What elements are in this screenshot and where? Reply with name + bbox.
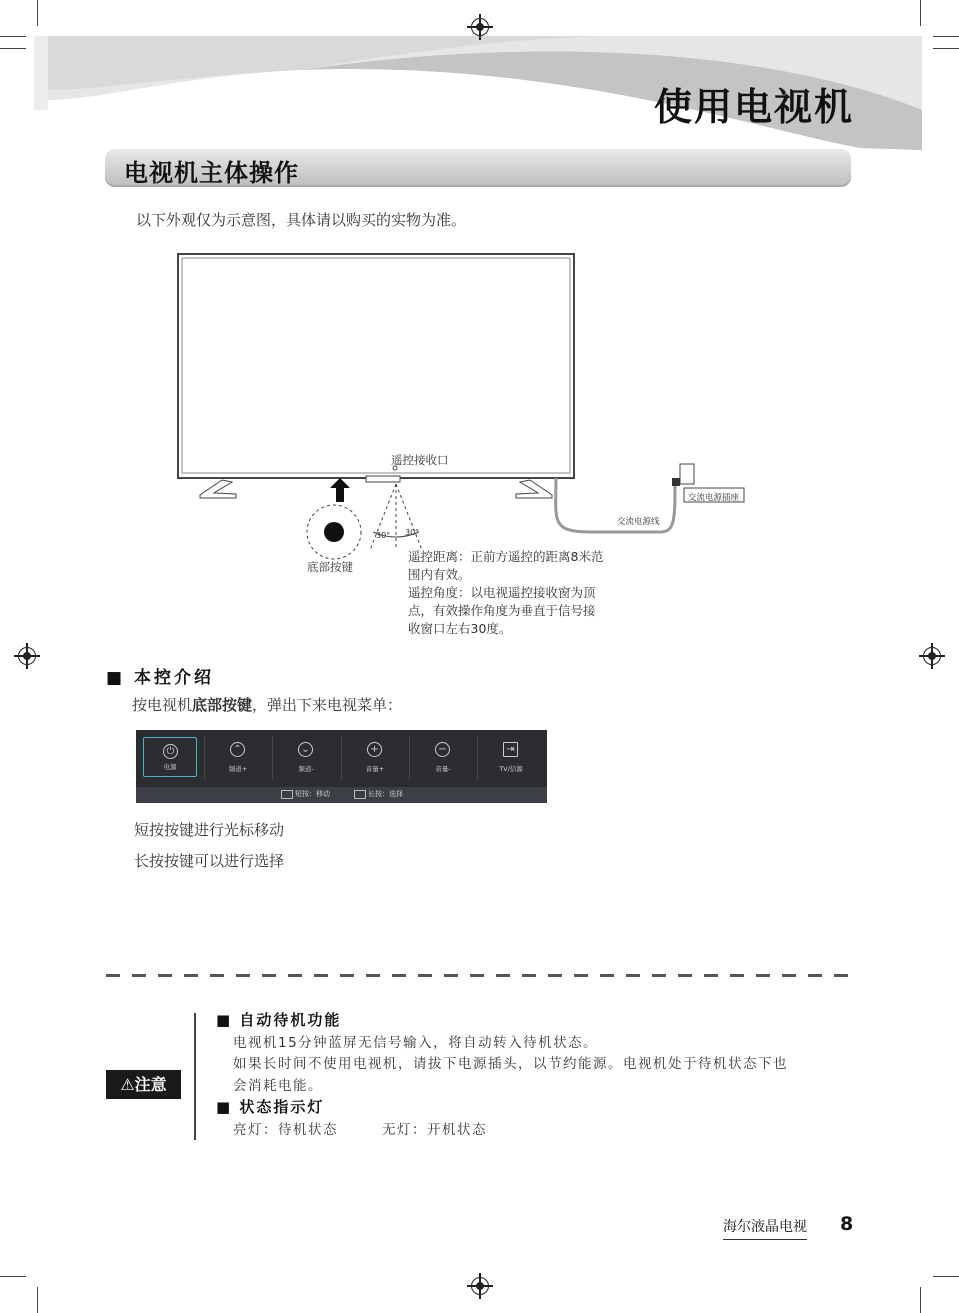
minus-icon: − bbox=[435, 742, 450, 757]
crop-mark bbox=[0, 48, 26, 49]
menu-item-label: 电源 bbox=[163, 763, 177, 771]
controls-heading: ■ 本控介绍 bbox=[106, 668, 214, 688]
source-input-icon: ⇥ bbox=[503, 742, 518, 757]
indicator-on-text: 亮灯：待机状态 bbox=[233, 1122, 338, 1138]
menu-item-channel-down[interactable] bbox=[274, 736, 338, 780]
caution-badge: ⚠注意 bbox=[106, 1070, 181, 1099]
standby-heading: ■ 自动待机功能 bbox=[216, 1011, 342, 1029]
menu-item-volume-up[interactable] bbox=[343, 736, 407, 780]
menu-item-volume-down[interactable] bbox=[411, 736, 475, 780]
remote-note-line: 点，有效操作角度为垂直于信号接 bbox=[408, 603, 596, 618]
controls-desc-prefix: 按电视机 bbox=[132, 696, 193, 714]
plus-icon: + bbox=[367, 742, 382, 757]
menu-item-power[interactable] bbox=[143, 737, 197, 777]
menu-footer bbox=[136, 787, 547, 803]
controls-desc-bold: 底部按键 bbox=[192, 696, 253, 714]
standby-text: 会消耗电能。 bbox=[233, 1078, 323, 1094]
menu-item-label: 音量+ bbox=[365, 765, 385, 773]
menu-item-channel-up[interactable] bbox=[206, 736, 270, 780]
intro-text: 以下外观仅为示意图，具体请以购买的实物为准。 bbox=[136, 211, 467, 229]
hint-short-press: 短按按键进行光标移动 bbox=[134, 821, 285, 839]
menu-item-label: 频道- bbox=[298, 765, 314, 773]
menu-item-tv-source[interactable] bbox=[479, 736, 543, 780]
hint-long-press: 长按按键可以进行选择 bbox=[134, 852, 285, 870]
short-press-icon bbox=[281, 790, 293, 799]
footer-brand: 海尔液晶电视 bbox=[723, 1216, 807, 1240]
crop-mark bbox=[933, 36, 959, 37]
power-icon: ⏻ bbox=[163, 744, 178, 759]
chevron-down-icon: ⌄ bbox=[298, 742, 313, 757]
menu-item-label: 频道+ bbox=[228, 765, 248, 773]
menu-item-label: TV/信源 bbox=[499, 765, 523, 773]
crop-mark bbox=[37, 1287, 38, 1313]
angle-right-label: 30° bbox=[405, 528, 420, 537]
standby-text: 电视机15分钟蓝屏无信号输入，将自动转入待机状态。 bbox=[233, 1035, 599, 1051]
outlet-label: 交流电源插座 bbox=[688, 493, 740, 503]
tv-control-menu bbox=[136, 730, 547, 803]
remote-note-line: 遥控角度：以电视遥控接收窗为顶 bbox=[408, 585, 596, 600]
power-cord-label: 交流电源线 bbox=[617, 517, 660, 527]
registration-mark bbox=[923, 647, 941, 665]
tv-diagram bbox=[170, 250, 760, 560]
long-press-icon bbox=[354, 790, 366, 799]
crop-mark bbox=[933, 1276, 959, 1277]
crop-mark bbox=[920, 1287, 921, 1313]
registration-mark bbox=[18, 647, 36, 665]
registration-mark bbox=[471, 18, 489, 36]
menu-footer-long: 长按：选择 bbox=[368, 790, 403, 798]
crop-mark bbox=[920, 0, 921, 26]
menu-item-label: 音量- bbox=[435, 765, 451, 773]
page-title: 使用电视机 bbox=[653, 85, 854, 129]
remote-note-line: 围内有效。 bbox=[408, 567, 471, 582]
indicator-heading: ■ 状态指示灯 bbox=[216, 1098, 325, 1116]
registration-mark bbox=[471, 1277, 489, 1295]
bottom-button-label: 底部按键 bbox=[307, 560, 353, 574]
note-divider bbox=[194, 1013, 196, 1140]
angle-left-label: 30° bbox=[376, 531, 391, 540]
chevron-up-icon: ⌃ bbox=[230, 742, 245, 757]
menu-footer-short: 短按：移动 bbox=[295, 790, 330, 798]
receiver-label: 遥控接收口 bbox=[391, 453, 449, 467]
page-number: 8 bbox=[840, 1213, 854, 1235]
indicator-off-text: 无灯：开机状态 bbox=[382, 1122, 487, 1138]
controls-desc-suffix: ，弹出下来电视菜单： bbox=[252, 696, 403, 714]
controls-desc bbox=[132, 694, 402, 715]
crop-mark bbox=[37, 0, 38, 26]
crop-mark bbox=[0, 36, 26, 37]
standby-text: 如果长时间不使用电视机，请拔下电源插头，以节约能源。电视机处于待机状态下也 bbox=[233, 1056, 788, 1072]
crop-mark bbox=[933, 48, 959, 49]
remote-note-line: 收窗口左右30度。 bbox=[408, 621, 512, 636]
remote-note-line: 遥控距离：正前方遥控的距离8米范 bbox=[408, 549, 604, 564]
crop-mark bbox=[0, 1276, 26, 1277]
section-title: 电视机主体操作 bbox=[124, 159, 299, 187]
